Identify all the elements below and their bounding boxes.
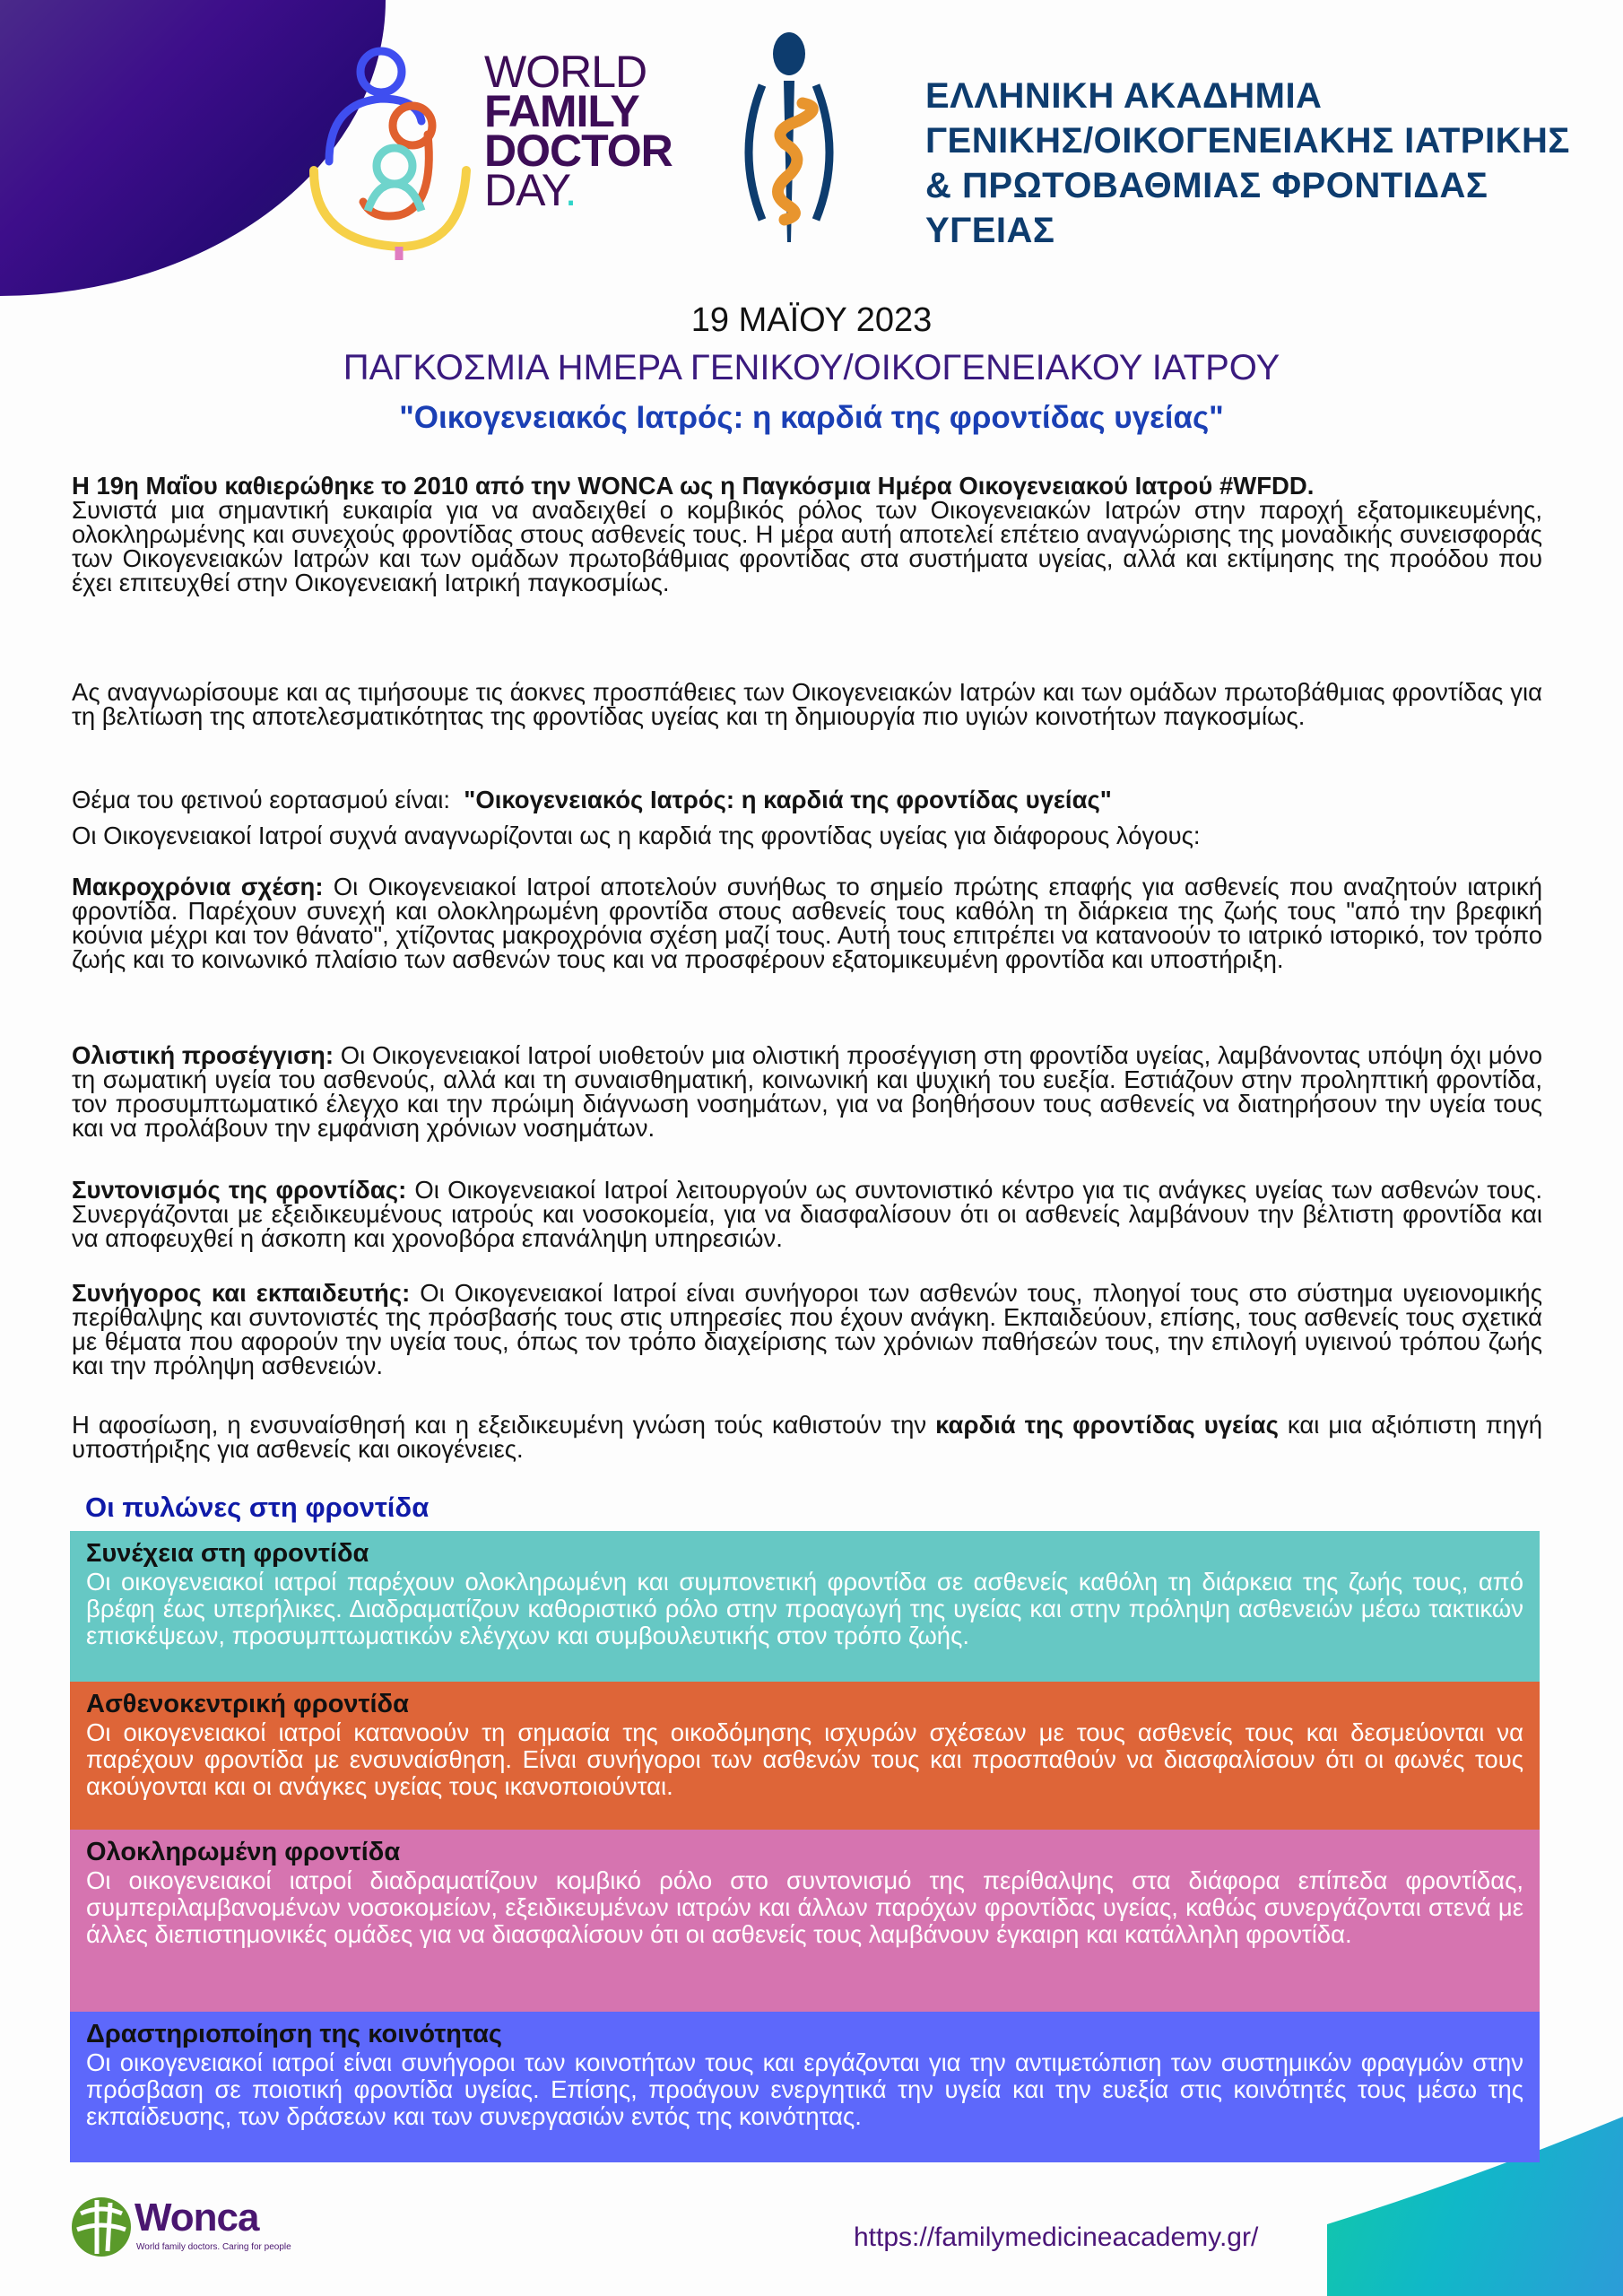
reasons-intro-text: Οι Οικογενειακοί Ιατροί συχνά αναγνωρίζονται ως η καρδιά της φροντίδας υγείας για διάφορους λόγους: xyxy=(72,822,1201,849)
reason-item xyxy=(72,1281,1542,1378)
wfdd-line-1: WORLD xyxy=(484,47,647,97)
pillar-text: Οι οικογενειακοί ιατροί παρέχουν ολοκληρωμένη και συμπονετική φροντίδα σε ασθενείς καθόλη τη διάρκεια της ζωής τους, από βρέφη έως υπερήλικες. Διαδραματίζουν καθοριστικό ρόλο στην προαγωγή της υγείας και στην πρόληψη ασθενειών μέσω τακτικών επισκέψεων, προσυμπτωματικών ελέγχων και συμβουλευτικής στον τρόπο ζωής. xyxy=(86,1568,1523,1649)
closing-bold: καρδιά της φροντίδας υγείας xyxy=(935,1411,1279,1439)
wfdd-dot: . xyxy=(564,165,577,215)
pillar-continuity xyxy=(70,1531,1540,1682)
pillar-community xyxy=(70,2012,1540,2162)
reason-text: Οι Οικογενειακοί Ιατροί υιοθετούν μια ολιστική προσέγγιση στη φροντίδα υγείας, λαμβάνοντας υπόψη όχι μόνο τη σωματική υγεία του ασθενούς, αλλά και τη συναισθηματική, κοινωνική και ψυχική του ευεξία. Εστιάζουν στην προληπτική φροντίδα, τον προσυμπτωματικό έλεγχο και την πρώιμη διάγνωση νοσημάτων, για να βοηθήσουν τους ασθενείς να διατηρήσουν την υγεία τους και να προλάβουν την εμφάνιση χρόνιων νοσημάτων. xyxy=(72,1041,1542,1142)
academy-name xyxy=(925,74,1623,253)
pillar-title: Δραστηριοποίηση της κοινότητας xyxy=(86,2020,503,2048)
closing-after: και μια αξιόπιστη πηγή υποστήριξης για ασθενείς και οικογένειες. xyxy=(72,1411,1542,1463)
pillars-heading: Οι πυλώνες στη φροντίδα xyxy=(85,1492,430,1523)
academy-line-1: ΕΛΛΗΝΙΚΗ ΑΚΑΔΗΜΙΑ xyxy=(925,76,1323,116)
event-date: 19 ΜΑΪΟΥ 2023 xyxy=(690,301,933,339)
pillar-title: Συνέχεια στη φροντίδα xyxy=(86,1539,369,1568)
wfdd-line-2: FAMILY xyxy=(484,86,639,136)
pillar-text: Οι οικογενειακοί ιατροί κατανοούν τη σημασία της οικοδόμησης ισχυρών σχέσεων με τους ασθενείς τους και δεσμεύονται να παρέχουν φροντίδα με ενσυναίσθηση. Είναι συνήγοροι των ασθενών τους και προσπαθούν να διασφαλίσουν ότι οι φωνές τους ακούγονται και οι ανάγκες υγείας τους ικανοποιούνται. xyxy=(86,1718,1523,1800)
pillar-title: Ασθενοκεντρική φροντίδα xyxy=(86,1690,409,1718)
closing-before: Η αφοσίωση, η ενσυναίσθησή και η εξειδικευμένη γνώση τούς καθιστούν την xyxy=(72,1411,927,1439)
theme-line xyxy=(72,787,1542,812)
intro-paragraph-2-text: Ας αναγνωρίσουμε και ας τιμήσουμε τις άοκνες προσπάθειες των Οικογενειακών Ιατρών και των ομάδων πρωτοβάθμιας φροντίδας για τη βελτίωση της αποτελεσματικότητας της φροντίδας υγείας και τη δημιουργία πιο υγιών κοινοτήτων παγκοσμίως. xyxy=(72,678,1542,730)
wonca-tagline: World family doctors. Caring for people xyxy=(136,2242,291,2252)
reason-text: Οι Οικογενειακοί Ιατροί λειτουργούν ως συντονιστικό κέντρο για τις ανάγκες υγείας των ασθενών τους. Συνεργάζονται με εξειδικευμένους ιατρούς και νοσοκομεία, για να διασφαλίσουν ότι οι ασθενείς λαμβάνουν την βέλτιστη φροντίδα και να αποφευχθεί η άσκοπη και χρονοβόρα επανάληψη υπηρεσιών. xyxy=(72,1176,1543,1252)
reason-item xyxy=(72,1178,1542,1250)
reason-item xyxy=(72,1043,1542,1140)
reason-text: Οι Οικογενειακοί Ιατροί είναι συνήγοροι των ασθενών τους, πλοηγοί τους στο σύστημα υγειονομικής περίθαλψης και συντονιστές της πρόσβασής τους στις υπηρεσίες που έχουν ανάγκη. Εκπαιδεύουν, επίσης, τους ασθενείς τους σχετικά με θέματα που αφορούν την υγεία τους, όπως τον τρόπο διαχείρισης των χρόνιων παθήσεών τους, την επιλογή υγιεινού τρόπου ζωής και την πρόληψη ασθενειών. xyxy=(72,1279,1542,1379)
reason-title: Συνήγορος και εκπαιδευτής: xyxy=(72,1279,411,1307)
intro-paragraph-1: Συνιστά μια σημαντική ευκαιρία για να αναδειχθεί ο κομβικός ρόλος των Οικογενειακών Ιατρών στην παροχή εξατομικευμένης, ολοκληρωμένης και συνεχούς φροντίδας στους ασθενείς τους. Η μέρα αυτή αποτελεί επέτειο αναγνώρισης της μοναδικής συνεισφοράς των Οικογενειακών Ιατρών και των ομάδων πρωτοβάθμιας φροντίδας στα συστήματα υγείας, αλλά και εκτίμησης της προόδου που έχει επιτευχθεί στην Οικογενειακή Ιατρική παγκοσμίως. xyxy=(72,496,1542,596)
pillar-title: Ολοκληρωμένη φροντίδα xyxy=(86,1838,401,1866)
pillar-patient-centered xyxy=(70,1682,1540,1830)
pillar-text: Οι οικογενειακοί ιατροί είναι συνήγοροι των κοινοτήτων τους και εργάζονται για την αντιμετώπιση των συστημικών φραγμών στην πρόσβαση σε ποιοτική φροντίδα υγείας. Επίσης, προάγουν ενεργητικά την υγεία και την ευεξία στις κοινότητές τους μέσω της εκπαίδευσης, των δράσεων και των συνεργασιών εντός της κοινότητας. xyxy=(86,2048,1523,2130)
academy-website-link[interactable]: https://familymedicineacademy.gr/ xyxy=(854,2222,1259,2252)
academy-line-2: ΓΕΝΙΚΗΣ/ΟΙΚΟΓΕΝΕΙΑΚΗΣ ΙΑΤΡΙΚΗΣ xyxy=(925,121,1570,161)
academy-caduceus-logo-icon xyxy=(735,18,915,251)
theme-value: "Οικογενειακός Ιατρός: η καρδιά της φροντίδας υγείας" xyxy=(464,786,1112,813)
reasons-intro xyxy=(72,823,1542,848)
closing-paragraph xyxy=(72,1413,1542,1461)
academy-line-3: & ΠΡΩΤΟΒΑΘΜΙΑΣ ΦΡΟΝΤΙΔΑΣ ΥΓΕΙΑΣ xyxy=(925,166,1488,250)
page-title: ΠΑΓΚΟΣΜΙΑ ΗΜΕΡΑ ΓΕΝΙΚΟΥ/ΟΙΚΟΓΕΝΕΙΑΚΟΥ ΙΑΤΡΟΥ xyxy=(343,348,1280,387)
pillar-comprehensive xyxy=(70,1830,1540,2012)
pillar-text: Οι οικογενειακοί ιατροί διαδραματίζουν κομβικό ρόλο στο συντονισμό της περίθαλψης στα διάφορα επίπεδα φροντίδας, συμπεριλαμβανομένων νοσοκομείων, εξειδικευμένων ιατρών και άλλων παρόχων φροντίδας υγείας, καθώς συνεργάζονται στενά με άλλες διεπιστημονικές ομάδες για να διασφαλίσουν ότι οι ασθενείς τους λαμβάνουν έγκαιρη και κατάλληλη φροντίδα. xyxy=(86,1866,1523,1948)
intro-paragraph-2 xyxy=(72,680,1542,728)
intro-lead: Η 19η Μαΐου καθιερώθηκε το 2010 από την WONCA ως η Παγκόσμια Ημέρα Οικογενειακού Ιατρού #WFDD. xyxy=(72,472,1315,500)
reason-title: Ολιστική προσέγγιση: xyxy=(72,1041,334,1069)
reason-item xyxy=(72,874,1542,971)
reason-title: Μακροχρόνια σχέση: xyxy=(72,873,324,900)
wfdd-line-3: DOCTOR xyxy=(484,126,673,176)
theme-label: Θέμα του φετινού εορτασμού είναι: xyxy=(72,786,451,813)
intro-section xyxy=(72,474,1542,595)
wfdd-wordmark xyxy=(484,47,673,215)
wonca-wordmark: Wonca xyxy=(135,2196,259,2239)
page-subtitle: "Οικογενειακός Ιατρός: η καρδιά της φροντίδας υγείας" xyxy=(399,400,1224,435)
reason-text: Οι Οικογενειακοί Ιατροί αποτελούν συνήθως το σημείο πρώτης επαφής για ασθενείς που αναζητούν ιατρική φροντίδα. Παρέχουν συνεχή και ολοκληρωμένη φροντίδα στους ασθενείς τους καθόλη τη διάρκεια της ζωής τους "από την βρεφική κούνια μέχρι και τον θάνατο", χτίζοντας μακροχρόνια σχέση μαζί τους. Αυτή τους επιτρέπει να κατανοούν το ιατρικό ιστορικό, τον τρόπο ζωής και το κοινωνικό πλαίσιο των ασθενών τους και να προσφέρουν εξατομικευμένη φροντίδα και υποστήριξη. xyxy=(72,873,1543,973)
wfdd-line-4: DAY xyxy=(484,165,565,215)
reason-title: Συντονισμός της φροντίδας: xyxy=(72,1176,407,1204)
